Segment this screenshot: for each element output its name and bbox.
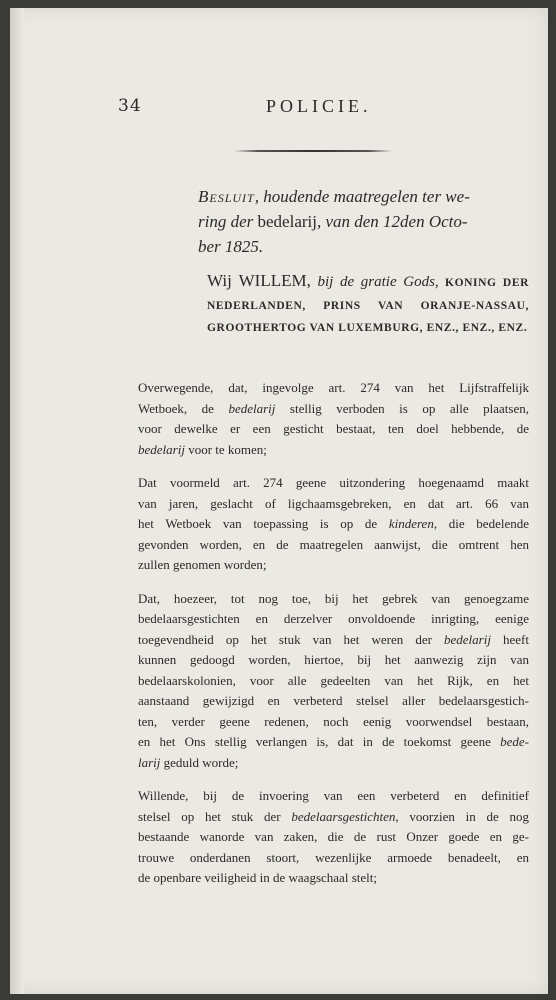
page-number: 34: [118, 96, 142, 116]
text-line: en het Ons stellig verlangen is, dat in de toekomst geene bede-: [138, 734, 529, 749]
page-header: [118, 96, 418, 120]
text-line: larij geduld worde;: [138, 754, 239, 770]
decree-subject: bedelarij: [257, 212, 317, 231]
book-page: [10, 8, 548, 994]
decree-line-3: ber 1825.: [198, 237, 264, 256]
text-line: van jaren, geslacht of ligchaamsgebreken, en dat art. 66 van: [138, 495, 529, 511]
text-line: het Wetboek van toepassing is op de kinderen, die bedelende: [138, 516, 529, 531]
paragraph: [126, 589, 529, 774]
decree-line-2: ring der bedelarij, van den 12den Octo-: [198, 212, 468, 231]
text-line: kunnen gedoogd worden, hiertoe, bij het aanwezig zijn van: [138, 652, 529, 667]
text-line: de openbare veiligheid in de waagschaal stelt;: [138, 870, 377, 885]
paragraph: [126, 786, 529, 889]
text-line: toegevendheid op het stuk van het weren der bedelarij heeft: [138, 631, 529, 647]
page-spine-shadow: [10, 8, 24, 994]
text-line: aanstaand gewijzigd en verbeterd stelsel aller bedelaarsgestich-: [138, 693, 529, 708]
paragraph: [126, 473, 529, 576]
running-title: POLICIE.: [266, 96, 372, 116]
text-line: bedelarij voor te komen;: [138, 441, 267, 457]
text-line: stelsel op het stuk der bedelaarsgestichten, voorzien in de nog: [138, 808, 529, 824]
decree-line-1: Besluit, houdende maatregelen ter we-: [198, 187, 470, 206]
text-line: bedelaarskolonien, voor alle gedeelten van het Rijk, en het: [138, 672, 529, 688]
royal-titles: KONING DER NEDERLANDEN, PRINS VAN ORANJE-NASSAU, GROOTHERTOG VAN LUXEMBURG, ENZ., ENZ., ENZ.: [207, 277, 529, 334]
text-line: zullen genomen worden;: [138, 557, 267, 572]
royal-proclamation: [207, 270, 529, 340]
text-line: trouwe onderdanen stoort, wezenlijke armoede benadeelt, en: [138, 849, 529, 865]
king-name: Wij WILLEM,: [207, 271, 311, 290]
gratia-dei: bij de gratie Gods,: [310, 274, 439, 290]
text-line: Overwegende, dat, ingevolge art. 274 van het Lijfstraffelijk: [138, 380, 529, 395]
decree-title: [198, 184, 530, 259]
text-line: bedelaarsgestichten en derzelver onvoldoende inrigting, eenige: [138, 611, 529, 626]
text-line: bestaande wanorde van zaken, die de rust Onzer goede en ge-: [138, 829, 529, 844]
paragraph: [126, 378, 529, 460]
text-line: ten, verder geene redenen, noch eenig voorwendsel bestaan,: [138, 713, 529, 729]
text-line: Dat voormeld art. 274 geene uitzondering hoegenaamd maakt: [138, 475, 529, 490]
text-line: gevonden worden, en de maatregelen aanwijst, die omtrent hen: [138, 536, 529, 552]
text-line: Willende, bij de invoering van een verbeterd en definitief: [138, 788, 529, 803]
text-line: Wetboek, de bedelarij stellig verboden is op alle plaatsen,: [138, 400, 529, 416]
text-line: Dat, hoezeer, tot nog toe, bij het gebrek van genoegzame: [138, 590, 529, 606]
body-text: [126, 378, 529, 902]
decree-keyword: Besluit: [198, 187, 255, 206]
ornamental-rule: [234, 150, 392, 152]
text-line: voor dewelke er een gesticht bestaat, ten doel hebbende, de: [138, 421, 529, 436]
